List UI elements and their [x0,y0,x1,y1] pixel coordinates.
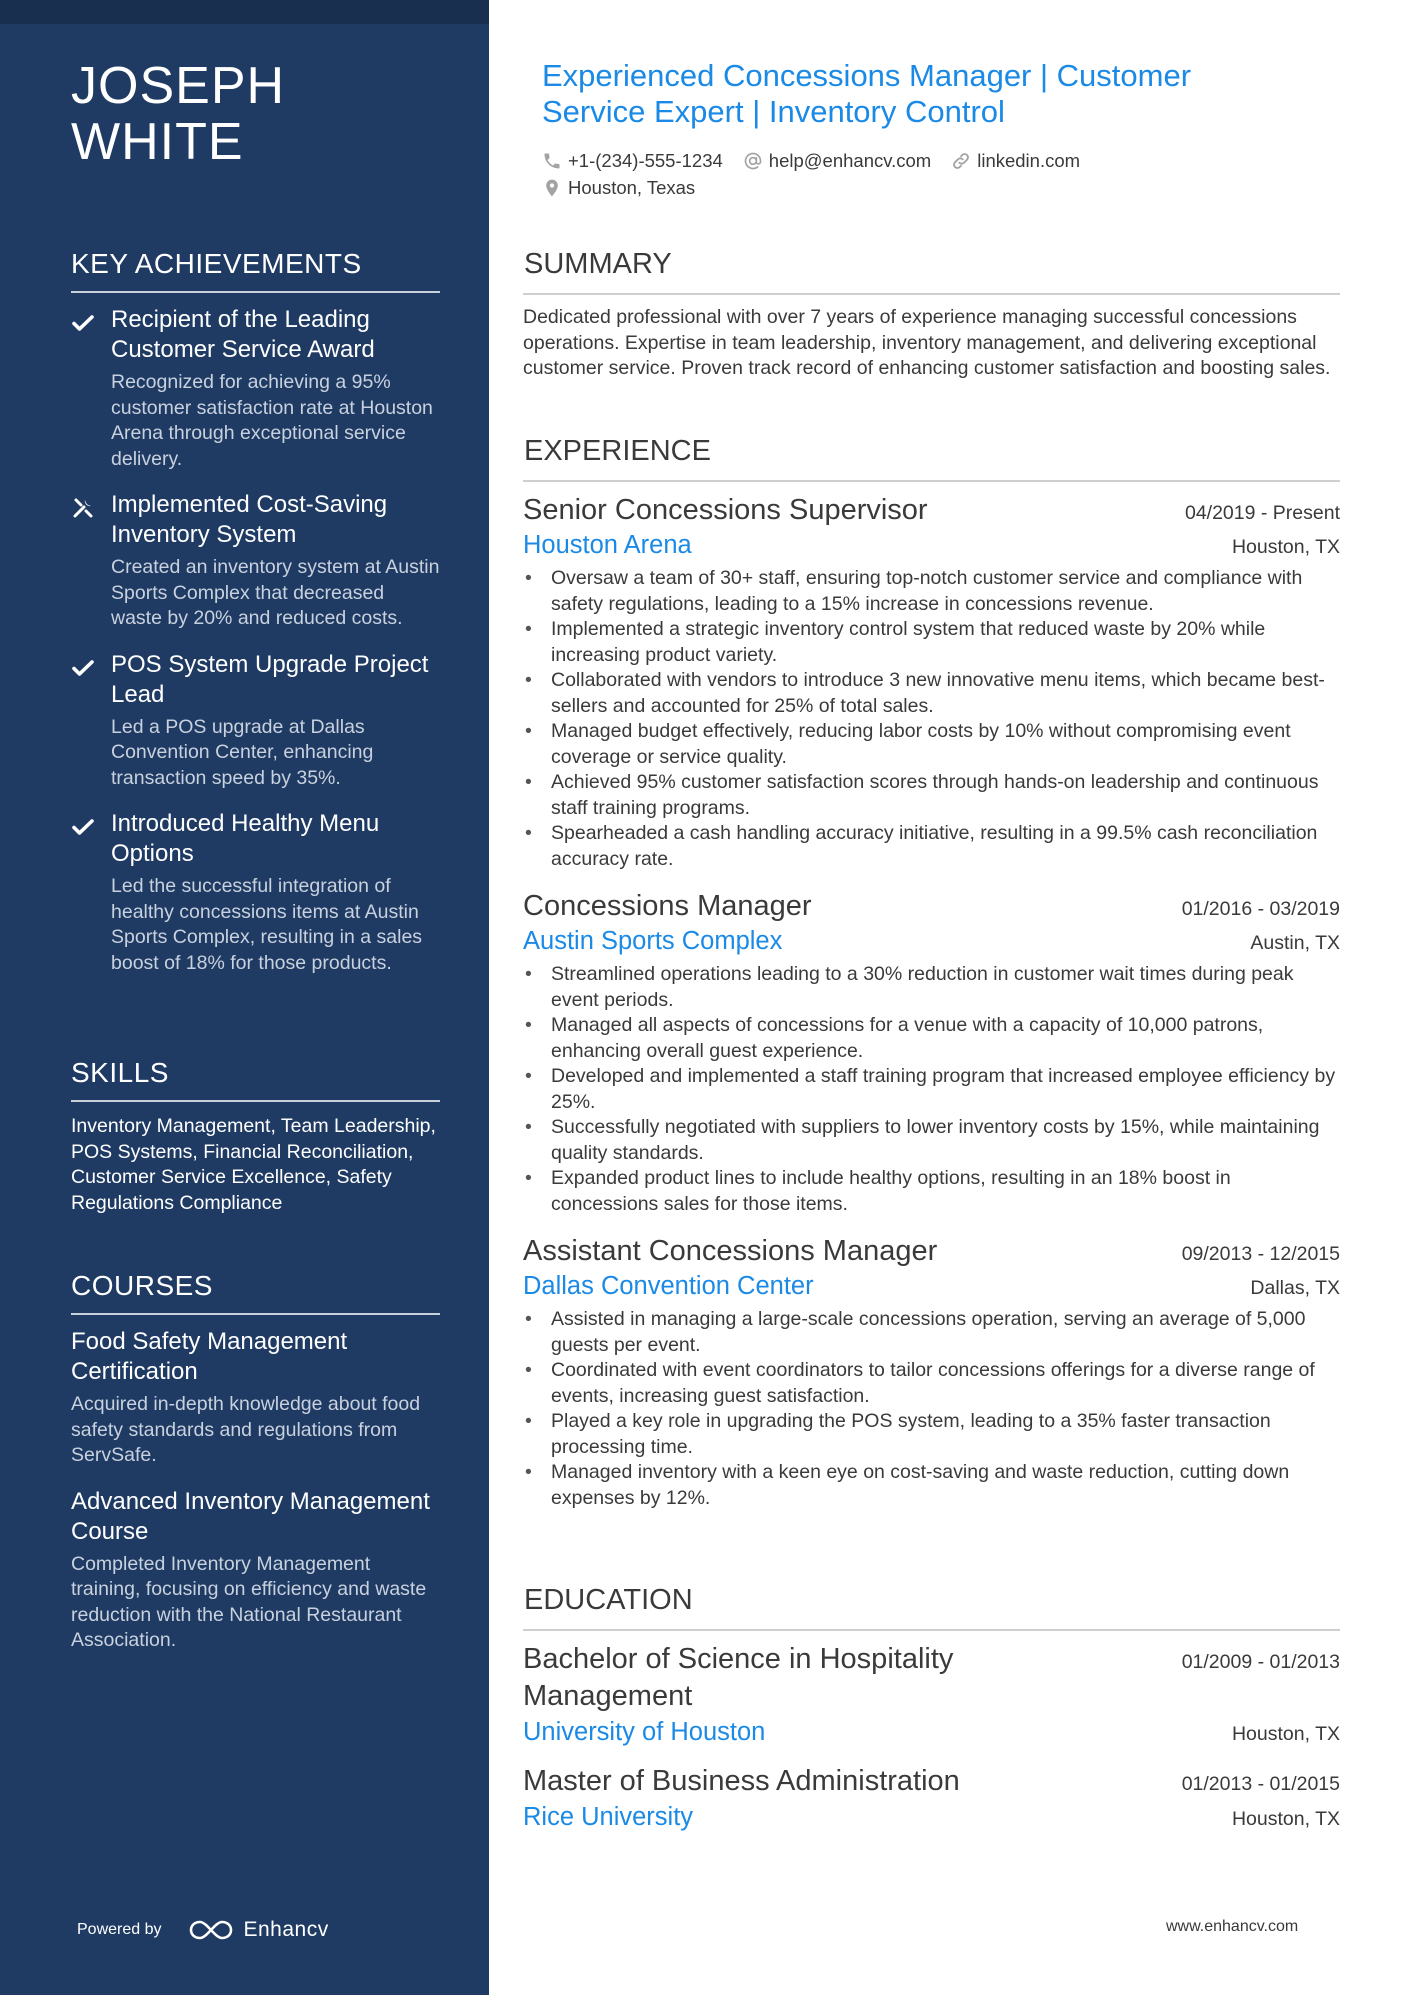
job-bullet: • Successfully negotiated with suppliers to lower inventory costs by 15%, while maintaining quality standards. [523,1115,1340,1166]
contact-info [542,147,1302,201]
degree-title: Master of Business Administration [523,1765,960,1797]
linkedin-text: linkedin.com [977,150,1081,171]
course-description: Acquired in-depth knowledge about food safety standards and regulations from ServSafe. [71,1393,421,1466]
job-bullet: • Developed and implemented a staff training program that increased employee efficiency by 25%. [523,1064,1340,1115]
experience-heading: EXPERIENCE [523,434,1340,482]
achievement-title: Introduced Healthy Menu Options [111,810,380,867]
tools-icon [71,496,95,520]
contact-email[interactable] [743,147,931,174]
contact-linkedin[interactable] [951,147,1080,174]
job-bullets [523,1307,1340,1511]
achievement-item [71,809,440,976]
check-icon [71,815,95,839]
course-item [71,1487,440,1654]
course-title: Food Safety Management Certification [71,1328,348,1385]
job-entry [523,1233,1340,1511]
headline: Experienced Concessions Manager | Customer Service Expert | Inventory Control [542,58,1192,129]
achievement-description: Created an inventory system at Austin Sports Complex that decreased waste by 20% and reduced costs. [111,556,440,629]
job-company: Houston Arena [523,531,692,559]
courses-heading: COURSES [71,1269,440,1315]
education-heading: EDUCATION [523,1583,1340,1631]
skills-heading: SKILLS [71,1056,440,1102]
school-name: Rice University [523,1803,694,1831]
education-location: Houston, TX [1231,1808,1340,1830]
job-bullet: • Assisted in managing a large-scale concessions operation, serving an average of 5,000 guests per event. [523,1307,1340,1358]
summary-heading: SUMMARY [523,247,1340,295]
job-entry [523,888,1340,1217]
skills-section [71,1056,440,1216]
at-icon [743,151,763,171]
achievement-description: Led the successful integration of healthy concessions items at Austin Sports Complex, resulting in a sales boost of 18% for those products. [111,875,423,974]
check-icon [71,656,95,680]
key-achievements-section [71,247,440,994]
achievement-title: Recipient of the Leading Customer Service Award [111,306,375,363]
education-section [523,1583,1340,1848]
experience-section [523,434,1340,1527]
skills-list: Inventory Management, Team Leadership, POS Systems, Financial Reconciliation, Customer Service Excellence, Safety Regulations Compliance [71,1115,436,1214]
achievement-item [71,650,440,792]
job-dates: 01/2016 - 03/2019 [1181,898,1340,920]
job-company: Austin Sports Complex [523,927,783,955]
job-bullet: • Achieved 95% customer satisfaction scores through hands-on leadership and continuous staff training programs. [523,770,1340,821]
course-item [71,1327,440,1469]
job-location: Austin, TX [1250,932,1340,954]
contact-location [542,174,695,201]
footer-url[interactable]: www.enhancv.com [1166,1918,1299,1935]
job-title: Assistant Concessions Manager [523,1235,938,1267]
achievement-description: Recognized for achieving a 95% customer satisfaction rate at Houston Arena through exceptional service delivery. [111,371,433,470]
job-location: Dallas, TX [1250,1277,1340,1299]
job-bullet: • Coordinated with event coordinators to tailor concessions offerings for a diverse range of events, increasing guest satisfaction. [523,1358,1340,1409]
achievement-item [71,490,440,632]
achievement-description: Led a POS upgrade at Dallas Convention Center, enhancing transaction speed by 35%. [111,715,374,789]
achievement-item [71,305,440,472]
job-bullet: • Managed budget effectively, reducing labor costs by 10% without compromising event coverage or service quality. [523,719,1340,770]
job-location: Houston, TX [1231,536,1340,558]
powered-by [77,1912,407,1948]
phone-icon [542,151,562,171]
job-bullet: • Streamlined operations leading to a 30% reduction in customer wait times during peak event periods. [523,962,1340,1013]
summary-text: Dedicated professional with over 7 years of experience managing successful concessions operations. Expertise in team leadership, inventory management, and delivering exceptional customer service. Proven track record of enhancing customer satisfaction and boosting sales. [523,306,1331,379]
education-location: Houston, TX [1231,1723,1340,1745]
education-entry [523,1641,1340,1749]
powered-by-label: Powered by [77,1921,162,1938]
contact-phone[interactable] [542,147,723,174]
job-bullet: • Managed inventory with a keen eye on cost-saving and waste reduction, cutting down expenses by 12%. [523,1460,1340,1511]
check-icon [71,311,95,335]
location-text: Houston, Texas [568,177,696,198]
education-dates: 01/2009 - 01/2013 [1181,1651,1340,1673]
job-bullet: • Expanded product lines to include healthy options, resulting in an 18% boost in concessions sales for those items. [523,1166,1340,1217]
sidebar-top-band [0,0,489,24]
job-bullet: • Collaborated with vendors to introduce 3 new innovative menu items, which became best-sellers and accounted for 25% of total sales. [523,668,1340,719]
job-bullets [523,566,1340,872]
job-bullet: • Played a key role in upgrading the POS system, leading to a 35% faster transaction processing time. [523,1409,1340,1460]
job-company: Dallas Convention Center [523,1272,814,1300]
job-title: Senior Concessions Supervisor [523,494,928,526]
education-entry [523,1763,1340,1834]
enhancv-brand: Enhancv [243,1918,329,1941]
education-dates: 01/2013 - 01/2015 [1181,1773,1340,1795]
candidate-name [71,58,451,170]
achievement-title: POS System Upgrade Project Lead [111,650,429,708]
job-dates: 09/2013 - 12/2015 [1181,1243,1340,1265]
last-name: WHITE [71,113,244,171]
enhancv-logo-icon [188,1918,234,1942]
job-bullet: • Oversaw a team of 30+ staff, ensuring top-notch customer service and compliance with safety regulations, leading to a 15% increase in concessions revenue. [523,566,1340,617]
courses-section [71,1269,440,1672]
job-bullet: • Managed all aspects of concessions for a venue with a capacity of 10,000 patrons, enhancing overall guest experience. [523,1013,1340,1064]
job-bullets [523,962,1340,1217]
key-achievements-heading: KEY ACHIEVEMENTS [71,247,440,293]
first-name: JOSEPH [71,57,286,115]
course-description: Completed Inventory Management training, focusing on efficiency and waste reduction with the National Restaurant Association. [71,1552,427,1651]
location-pin-icon [542,178,562,198]
job-entry [523,492,1340,872]
degree-title: Bachelor of Science in Hospitality Management [523,1643,954,1712]
school-name: University of Houston [523,1718,766,1746]
achievement-title: Implemented Cost-Saving Inventory System [111,491,388,548]
main-column [523,0,1340,1995]
course-title: Advanced Inventory Management Course [71,1487,430,1545]
job-title: Concessions Manager [523,890,812,922]
job-dates: 04/2019 - Present [1184,502,1340,524]
job-bullet: • Implemented a strategic inventory control system that reduced waste by 20% while increasing product variety. [523,617,1340,668]
email-text: help@enhancv.com [768,150,932,171]
job-bullet: • Spearheaded a cash handling accuracy initiative, resulting in a 99.5% cash reconciliation accuracy rate. [523,821,1340,872]
link-icon [951,151,971,171]
sidebar [0,0,489,1995]
summary-section [523,247,1340,382]
phone-text: +1-(234)-555-1234 [568,150,723,171]
